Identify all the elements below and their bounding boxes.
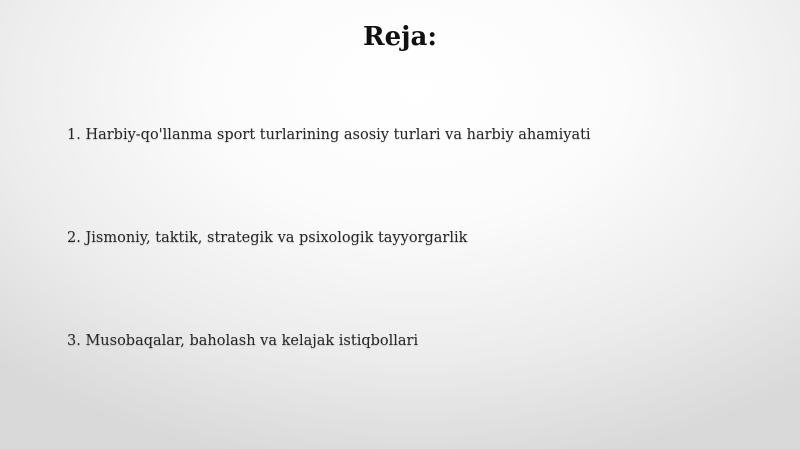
plan-item-1: 1. Harbiy-qo'llanma sport turlarining asosiy turlari va harbiy ahamiyati — [67, 127, 591, 143]
slide-title: Reja: — [362, 22, 437, 52]
plan-item-2: 2. Jismoniy, taktik, strategik va psixologik tayyorgarlik — [67, 230, 468, 246]
plan-item-3: 3. Musobaqalar, baholash va kelajak istiqbollari — [67, 333, 419, 349]
